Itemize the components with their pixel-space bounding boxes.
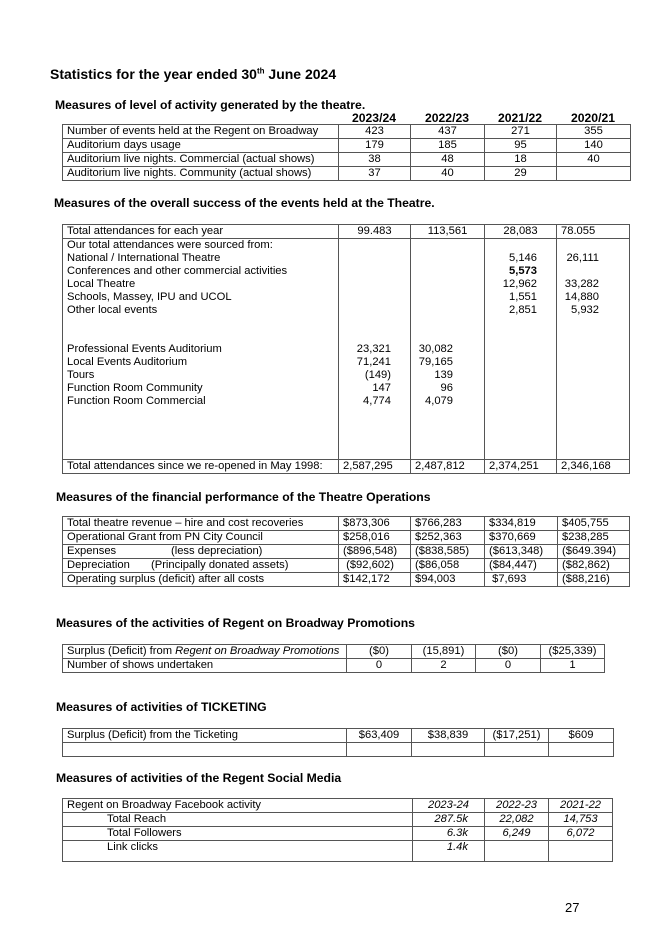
cell: 78.055 (557, 225, 630, 239)
cell: 4,774 (363, 395, 391, 407)
col-2020-21 (557, 239, 630, 460)
cell: 40 (557, 153, 631, 167)
col-2022-23 (411, 239, 485, 460)
cell: 79,165 (418, 356, 453, 368)
cell: 185 (411, 139, 485, 153)
row-label: Auditorium days usage (63, 139, 339, 153)
table-row (63, 659, 605, 673)
cell: 1.4k (413, 841, 485, 862)
ticketing-heading: Measures of activities of TICKETING (56, 700, 267, 714)
cell: 38 (339, 153, 411, 167)
cell: 355 (557, 125, 631, 139)
cell: 179 (339, 139, 411, 153)
cell: 48 (411, 153, 485, 167)
cell: 437 (411, 125, 485, 139)
cell: ($613,348) (485, 545, 558, 559)
cell: 271 (485, 125, 557, 139)
row-label: Link clicks (63, 841, 413, 862)
cell: ($0) (476, 645, 541, 659)
attendance-table (62, 224, 630, 474)
cell: 28,083 (485, 225, 557, 239)
cell: $405,755 (558, 517, 630, 531)
cell: 5,573 (509, 265, 537, 277)
cell: $238,285 (558, 531, 630, 545)
cell: 6.3k (413, 827, 485, 841)
cell: (15,891) (412, 645, 476, 659)
cell: ($896,548) (339, 545, 411, 559)
cell: 30,082 (418, 343, 453, 355)
cell: 2,487,812 (411, 460, 485, 474)
cell (412, 743, 485, 757)
cell: 5,932 (571, 304, 599, 316)
cell: 139 (434, 369, 453, 381)
source-label: Other local events (67, 304, 158, 316)
cell: 37 (339, 167, 411, 181)
row-label: Surplus (Deficit) from Regent on Broadway Promotions (63, 645, 347, 659)
social-table (62, 798, 613, 862)
cell: $7,693 (485, 573, 558, 587)
cell (347, 743, 412, 757)
promotions-heading: Measures of the activities of Regent on Broadway Promotions (56, 616, 415, 630)
row-label: Total attendances since we re-opened in May 1998: (63, 460, 339, 474)
source-label: Local Theatre (67, 278, 136, 290)
cell (549, 841, 613, 862)
table-row (63, 799, 613, 813)
cell: $873,306 (339, 517, 411, 531)
cell: $252,363 (411, 531, 485, 545)
table-row (63, 139, 631, 153)
cell: $142,172 (339, 573, 411, 587)
cell: 140 (557, 139, 631, 153)
cell: 71,241 (356, 356, 391, 368)
table-row (63, 225, 630, 239)
source-label: Schools, Massey, IPU and UCOL (67, 291, 232, 303)
table-row (63, 813, 613, 827)
promotions-table (62, 644, 605, 673)
year-header: 2021-22 (549, 799, 613, 813)
year-header: 2021/22 (497, 111, 543, 125)
table-row (63, 460, 630, 474)
sources-labels (63, 239, 339, 460)
cell: 6,072 (549, 827, 613, 841)
cell: 2,587,295 (339, 460, 411, 474)
row-label: Surplus (Deficit) from the Ticketing (63, 729, 347, 743)
table-row (63, 559, 630, 573)
source-label: Professional Events Auditorium (67, 343, 222, 355)
cell: 12,962 (502, 278, 537, 290)
table-row (63, 573, 630, 587)
cell: 33,282 (564, 278, 599, 290)
table-row (63, 531, 630, 545)
success-heading: Measures of the overall success of the events held at the Theatre. (54, 196, 435, 210)
table-row (63, 125, 631, 139)
cell: $258,016 (339, 531, 411, 545)
cell: 2,851 (509, 304, 537, 316)
cell: $609 (549, 729, 614, 743)
cell: ($88,216) (558, 573, 630, 587)
financial-heading: Measures of the financial performance of the Theatre Operations (56, 490, 431, 504)
row-label: Auditorium live nights. Commercial (actual shows) (63, 153, 339, 167)
cell: 23,321 (356, 343, 391, 355)
source-label: Conferences and other commercial activities (67, 265, 288, 277)
row-label: Operating surplus (deficit) after all costs (63, 573, 339, 587)
row-label: Number of shows undertaken (63, 659, 347, 673)
source-label: Function Room Commercial (67, 395, 206, 407)
cell: 14,880 (564, 291, 599, 303)
year-header: 2022-23 (485, 799, 549, 813)
cell (485, 841, 549, 862)
cell: 40 (411, 167, 485, 181)
row-label: Total Reach (63, 813, 413, 827)
row-label: Auditorium live nights. Community (actual shows) (63, 167, 339, 181)
cell: 287.5k (413, 813, 485, 827)
cell: ($84,447) (485, 559, 558, 573)
cell: $38,839 (412, 729, 485, 743)
cell: $766,283 (411, 517, 485, 531)
table-row (63, 645, 605, 659)
sourced-label: Our total attendances were sourced from: (67, 239, 273, 251)
cell: 99.483 (339, 225, 411, 239)
cell: $63,409 (347, 729, 412, 743)
row-label: Depreciation (Principally donated assets) (63, 559, 339, 573)
table-row (63, 841, 613, 862)
cell: $94,003 (411, 573, 485, 587)
cell: ($838,585) (411, 545, 485, 559)
activity-table (62, 124, 631, 181)
cell: ($649.394) (558, 545, 630, 559)
source-label: Function Room Community (67, 382, 203, 394)
cell: 2,346,168 (557, 460, 630, 474)
cell: 2 (412, 659, 476, 673)
year-header: 2023/24 (351, 111, 397, 125)
cell: ($0) (347, 645, 412, 659)
cell: 18 (485, 153, 557, 167)
cell: $370,669 (485, 531, 558, 545)
cell: 0 (476, 659, 541, 673)
cell: 113,561 (411, 225, 485, 239)
ticketing-table (62, 728, 614, 757)
cell: 4,079 (425, 395, 453, 407)
year-header: 2020/21 (570, 111, 616, 125)
table-row (63, 153, 631, 167)
table-row (63, 239, 630, 460)
table-row (63, 743, 614, 757)
row-label (63, 743, 347, 757)
activity-heading: Measures of level of activity generated by the theatre. (55, 98, 366, 112)
year-header: 2022/23 (424, 111, 470, 125)
cell: ($25,339) (541, 645, 605, 659)
cell: 29 (485, 167, 557, 181)
cell: 0 (347, 659, 412, 673)
cell: 95 (485, 139, 557, 153)
row-label: Operational Grant from PN City Council (63, 531, 339, 545)
cell: 14,753 (549, 813, 613, 827)
table-row (63, 729, 614, 743)
cell (561, 265, 599, 278)
cell: 26,111 (566, 252, 599, 264)
cell: 22,082 (485, 813, 549, 827)
cell: 2,374,251 (485, 460, 557, 474)
row-label: Regent on Broadway Facebook activity (63, 799, 413, 813)
table-row (63, 517, 630, 531)
table-row (63, 167, 631, 181)
cell: 423 (339, 125, 411, 139)
row-label: Total attendances for each year (63, 225, 339, 239)
financial-table (62, 516, 630, 587)
table-row (63, 545, 630, 559)
source-label: Local Events Auditorium (67, 356, 188, 368)
cell (557, 167, 631, 181)
cell: 5,146 (509, 252, 537, 264)
source-label: National / International Theatre (67, 252, 221, 264)
cell: 96 (440, 382, 453, 394)
cell: 147 (372, 382, 391, 394)
row-label: Total Followers (63, 827, 413, 841)
cell: ($17,251) (485, 729, 549, 743)
row-label: Total theatre revenue – hire and cost recoveries (63, 517, 339, 531)
cell: ($82,862) (558, 559, 630, 573)
page-title: Statistics for the year ended 30th June 2024 (50, 66, 337, 82)
page-number: 27 (565, 900, 580, 915)
cell: $334,819 (485, 517, 558, 531)
source-label: Tours (67, 369, 95, 381)
row-label: Number of events held at the Regent on Broadway (63, 125, 339, 139)
social-heading: Measures of activities of the Regent Social Media (56, 771, 342, 785)
cell: ($92,602) (339, 559, 411, 573)
cell: 1 (541, 659, 605, 673)
cell: 6,249 (485, 827, 549, 841)
cell: (149) (364, 369, 391, 381)
cell: ($86,058 (411, 559, 485, 573)
row-label: Expenses (less depreciation) (63, 545, 339, 559)
table-row (63, 827, 613, 841)
col-2023-24 (339, 239, 411, 460)
col-2021-22 (485, 239, 557, 460)
cell (485, 743, 549, 757)
cell (549, 743, 614, 757)
year-header: 2023-24 (413, 799, 485, 813)
cell: 1,551 (509, 291, 537, 303)
